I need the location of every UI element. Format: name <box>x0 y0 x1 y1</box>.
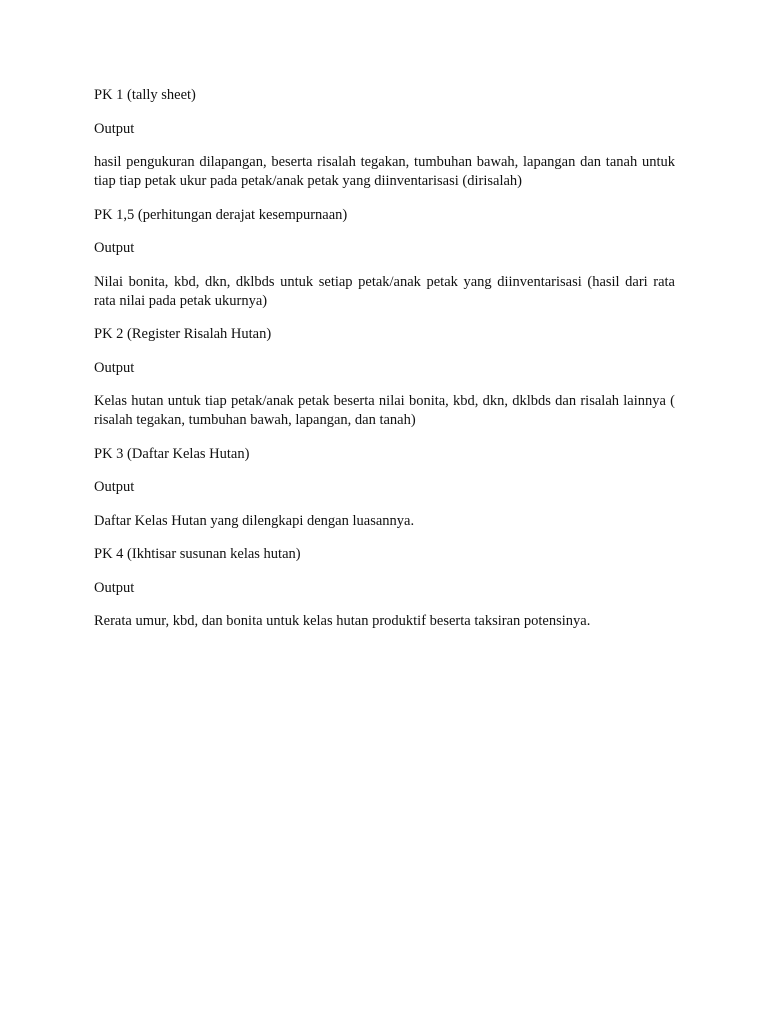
output-body-pk4: Rerata umur, kbd, dan bonita untuk kelas hutan produktif beserta taksiran potensinya. <box>94 613 591 629</box>
section-heading-pk2: PK 2 (Register Risalah Hutan) <box>94 326 272 342</box>
section-heading-pk3: PK 3 (Daftar Kelas Hutan) <box>94 445 250 462</box>
output-label-pk1-5: Output <box>94 240 135 256</box>
output-body-pk1: hasil pengukuran dilapangan, beserta risalah tegakan, tumbuhan bawah, lapangan dan tanah untuk tiap tiap petak ukur pada petak/anak petak yang diinventarisasi (dirisalah) <box>94 154 675 189</box>
output-label-pk3: Output <box>94 479 135 495</box>
section-heading-pk1: PK 1 (tally sheet) <box>94 87 196 103</box>
output-body-pk1-5: Nilai bonita, kbd, dkn, dklbds untuk setiap petak/anak petak yang diinventarisasi (hasil dari rata rata nilai pada petak ukurnya) <box>94 273 675 309</box>
output-body-pk2: Kelas hutan untuk tiap petak/anak petak beserta nilai bonita, kbd, dkn, dklbds dan risalah lainnya ( risalah tegakan, tumbuhan bawah, lapangan, dan tanah) <box>94 393 675 428</box>
document-page <box>94 86 675 646</box>
section-heading-pk4: PK 4 (Ikhtisar susunan kelas hutan) <box>94 546 301 562</box>
output-label-pk1: Output <box>94 120 135 137</box>
output-label-pk4: Output <box>94 579 135 596</box>
output-label-pk2: Output <box>94 359 135 376</box>
output-body-pk3: Daftar Kelas Hutan yang dilengkapi dengan luasannya. <box>94 512 415 529</box>
section-heading-pk1-5: PK 1,5 (perhitungan derajat kesempurnaan) <box>94 206 348 223</box>
